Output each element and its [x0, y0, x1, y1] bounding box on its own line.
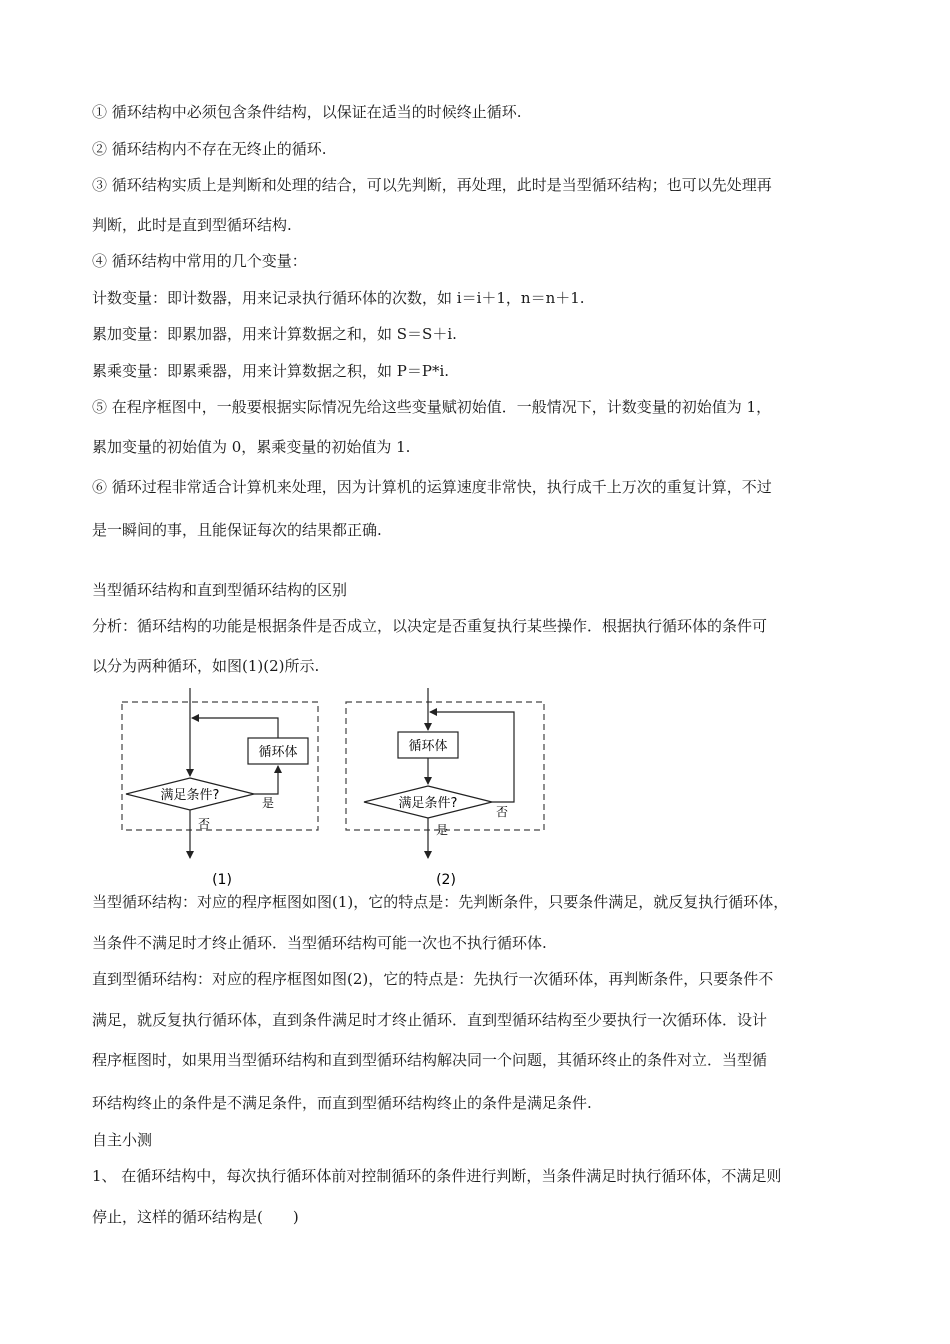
no-label-2: 否	[496, 805, 509, 819]
flowchart-1	[122, 688, 318, 888]
text-line-1: ① 循环结构中必须包含条件结构，以保证在适当的时候终止循环.	[92, 103, 522, 121]
caption-1: (1)	[212, 872, 232, 888]
text-line-3: ③ 循环结构实质上是判断和处理的结合，可以先判断，再处理，此时是当型循环结构；也可以先处理再	[92, 176, 772, 194]
flowchart-2	[346, 688, 544, 888]
text-line-12: 是一瞬间的事，且能保证每次的结果都正确.	[92, 521, 382, 539]
section-heading: 当型循环结构和直到型循环结构的区别	[92, 581, 348, 599]
text-line-5: ④ 循环结构中常用的几个变量：	[92, 252, 307, 270]
text-line-4: 判断，此时是直到型循环结构.	[92, 216, 292, 234]
loop-flowcharts	[110, 688, 560, 888]
text-line-16: 当型循环结构：对应的程序框图如图(1)，它的特点是：先判断条件，只要条件满足，就反复执行循环体，	[92, 893, 789, 911]
text-line-9: ⑤ 在程序框图中，一般要根据实际情况先给这些变量赋初始值．一般情况下，计数变量的初始值为 1，	[92, 398, 772, 416]
yes-label-1: 是	[262, 796, 275, 810]
text-line-17: 当条件不满足时才终止循环．当型循环结构可能一次也不执行循环体.	[92, 934, 547, 952]
loop-body-label-1: 循环体	[258, 745, 298, 760]
text-line-21: 环结构终止的条件是不满足条件，而直到型循环结构终止的条件是满足条件.	[92, 1094, 592, 1112]
text-line-8: 累乘变量：即累乘器，用来计算数据之积，如 P＝P*i.	[92, 362, 450, 380]
question-1-line-1: 1、 在循环结构中，每次执行循环体前对控制循环的条件进行判断，当条件满足时执行循环体，不满足则	[92, 1167, 782, 1185]
text-line-18: 直到型循环结构：对应的程序框图如图(2)，它的特点是：先执行一次循环体，再判断条件，只要条件不	[92, 970, 774, 988]
text-line-20: 程序框图时，如果用当型循环结构和直到型循环结构解决同一个问题，其循环终止的条件对立．当型循	[92, 1051, 768, 1069]
text-line-10: 累加变量的初始值为 0，累乘变量的初始值为 1.	[92, 438, 411, 456]
condition-label-2: 满足条件?	[398, 796, 458, 811]
no-label-1: 否	[198, 817, 211, 831]
text-line-6: 计数变量：即计数器，用来记录执行循环体的次数，如 i＝i＋1，n＝n＋1.	[92, 289, 585, 307]
condition-label-1: 满足条件?	[160, 788, 220, 803]
question-1-line-2: 停止，这样的循环结构是( )	[92, 1208, 299, 1226]
caption-2: (2)	[436, 872, 456, 888]
text-line-7: 累加变量：即累加器，用来计算数据之和，如 S＝S＋i.	[92, 325, 457, 343]
subheading-self-test: 自主小测	[92, 1131, 153, 1149]
text-line-19: 满足，就反复执行循环体，直到条件满足时才终止循环．直到型循环结构至少要执行一次循环体．设计	[92, 1011, 768, 1029]
text-line-2: ② 循环结构内不存在无终止的循环.	[92, 140, 327, 158]
text-line-15: 以分为两种循环，如图(1)(2)所示.	[92, 657, 320, 675]
text-line-11: ⑥ 循环过程非常适合计算机来处理，因为计算机的运算速度非常快，执行成千上万次的重复计算，不过	[92, 478, 772, 496]
loop-body-label-2: 循环体	[408, 739, 448, 754]
text-line-14: 分析：循环结构的功能是根据条件是否成立，以决定是否重复执行某些操作．根据执行循环体的条件可	[92, 617, 768, 635]
yes-label-2: 是	[436, 823, 449, 837]
